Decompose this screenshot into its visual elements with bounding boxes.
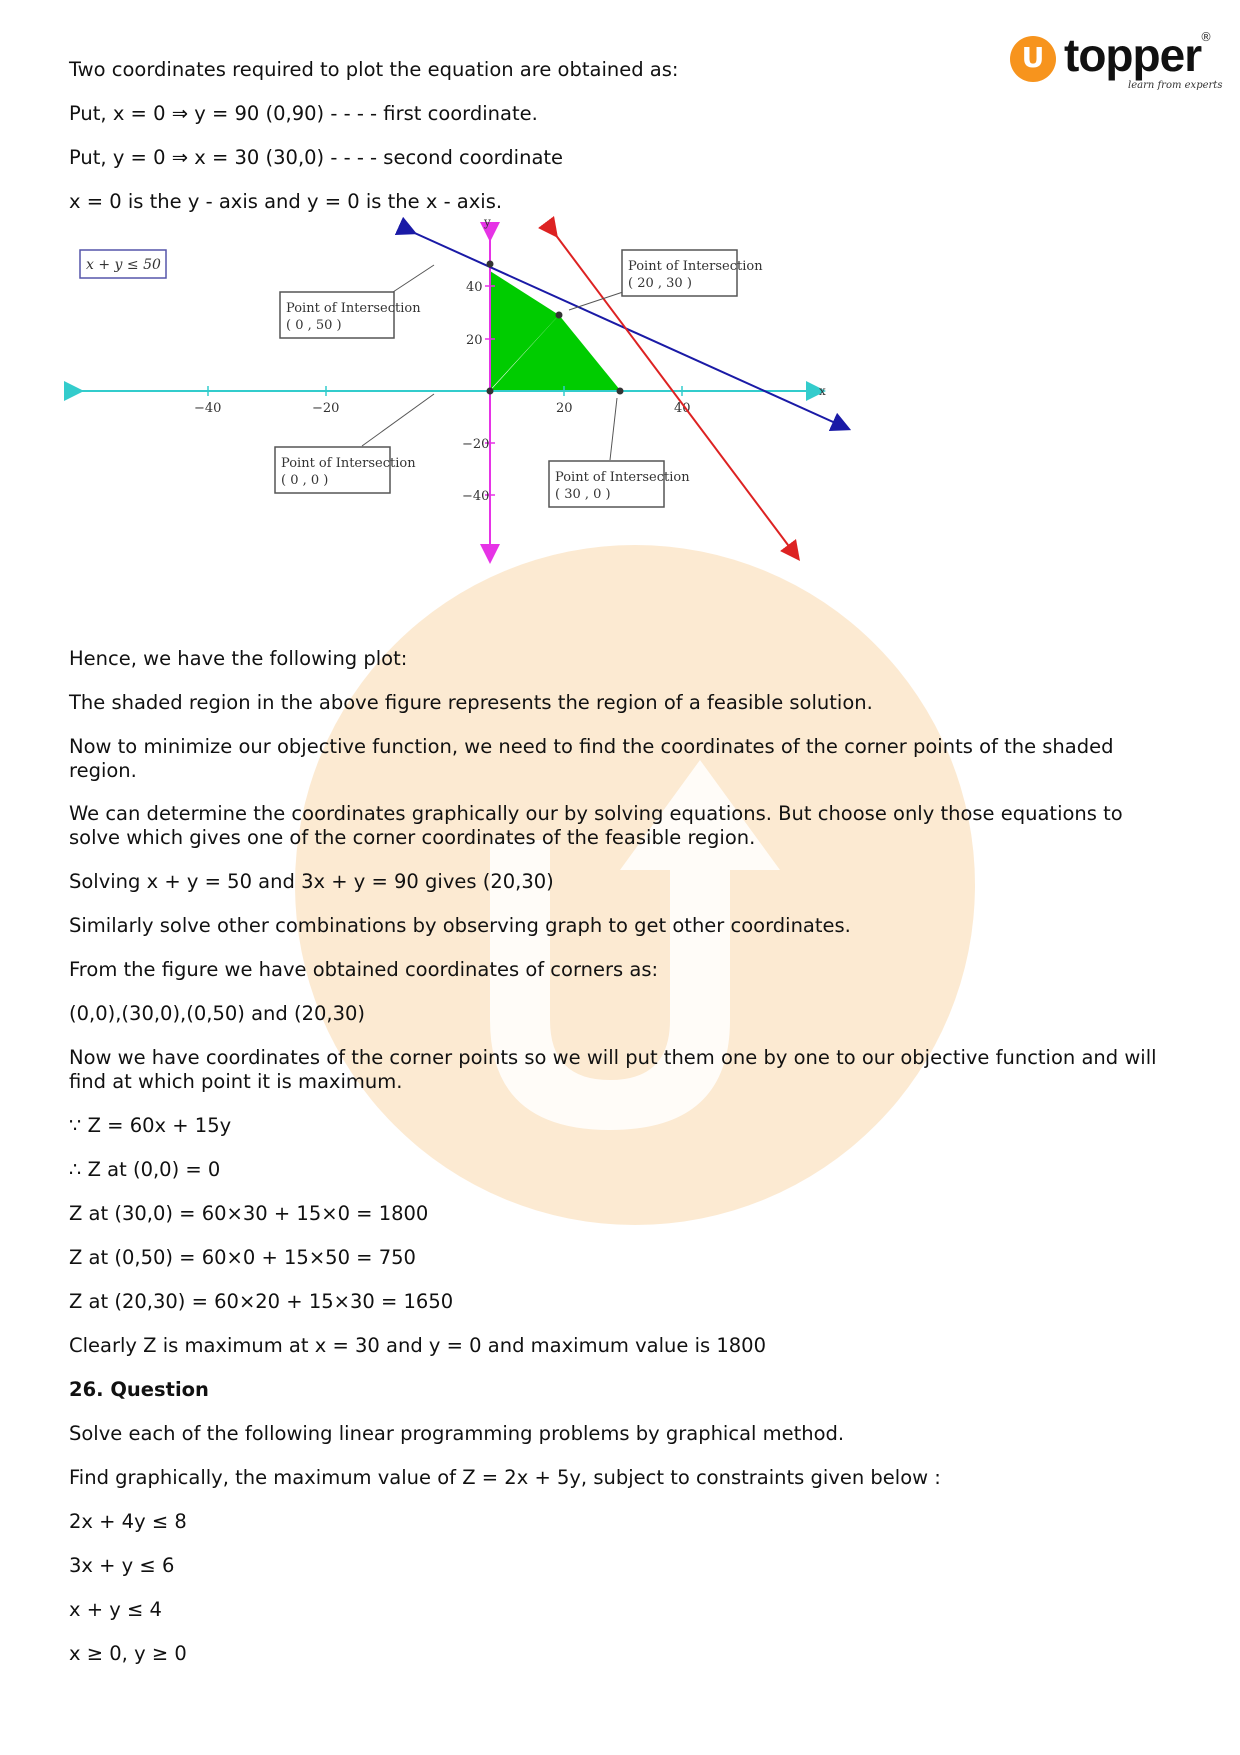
text-line: ∵ Z = 60x + 15y bbox=[69, 1114, 232, 1137]
text-line: x = 0 is the y - axis and y = 0 is the x - axis. bbox=[69, 190, 503, 213]
callout-title: Point of Intersection bbox=[281, 456, 416, 471]
text-line: From the figure we have obtained coordinates of corners as: bbox=[69, 958, 659, 981]
constraint-line: x + y ≤ 4 bbox=[69, 1598, 162, 1621]
text-line: Hence, we have the following plot: bbox=[69, 647, 408, 670]
text-line: The shaded region in the above figure represents the region of a feasible solution. bbox=[69, 691, 873, 714]
text-line: Find graphically, the maximum value of Z = 2x + 5y, subject to constraints given below : bbox=[69, 1466, 941, 1489]
text-line: Similarly solve other combinations by observing graph to get other coordinates. bbox=[69, 914, 851, 937]
callout-coords: ( 0 , 0 ) bbox=[281, 473, 329, 488]
callout-coords: ( 20 , 30 ) bbox=[628, 276, 692, 291]
text-line: Clearly Z is maximum at x = 30 and y = 0 and maximum value is 1800 bbox=[69, 1334, 766, 1357]
legend-label: x + y ≤ 50 bbox=[86, 257, 161, 273]
question-heading: 26. Question bbox=[69, 1378, 209, 1401]
constraint-line: 2x + 4y ≤ 8 bbox=[69, 1510, 187, 1533]
logo-registered-mark: ® bbox=[1200, 30, 1212, 44]
y-tick-label: 20 bbox=[466, 333, 483, 348]
x-tick-label: 40 bbox=[674, 401, 691, 416]
point-0-0 bbox=[487, 388, 494, 395]
y-tick-label: −40 bbox=[462, 489, 490, 504]
text-line: Put, x = 0 ⇒ y = 90 (0,90) - - - - first coordinate. bbox=[69, 102, 538, 125]
text-line: ∴ Z at (0,0) = 0 bbox=[69, 1158, 221, 1181]
callout-title: Point of Intersection bbox=[286, 301, 421, 316]
lpp-graph bbox=[70, 215, 930, 628]
logo-badge-icon: U bbox=[1010, 36, 1056, 82]
point-20-30 bbox=[556, 312, 563, 319]
callout-title: Point of Intersection bbox=[628, 259, 763, 274]
callout-title: Point of Intersection bbox=[555, 470, 690, 485]
text-line: Z at (20,30) = 60×20 + 15×30 = 1650 bbox=[69, 1290, 454, 1313]
callout-coords: ( 30 , 0 ) bbox=[555, 487, 611, 502]
y-tick-label: −20 bbox=[462, 437, 490, 452]
text-paragraph: Now to minimize our objective function, we need to find the coordinates of the corner points of the shaded region. bbox=[69, 735, 1114, 782]
text-line: Put, y = 0 ⇒ x = 30 (30,0) - - - - second coordinate bbox=[69, 146, 564, 169]
text-line: Z at (0,50) = 60×0 + 15×50 = 750 bbox=[69, 1246, 416, 1269]
text-paragraph: We can determine the coordinates graphically our by solving equations. But choose only those equations to solve which gives one of the corner coordinates of the feasible region. bbox=[69, 802, 1123, 849]
constraint-line: x ≥ 0, y ≥ 0 bbox=[69, 1642, 187, 1665]
x-tick-label: −40 bbox=[194, 401, 222, 416]
text-line: (0,0),(30,0),(0,50) and (20,30) bbox=[69, 1002, 366, 1025]
point-30-0 bbox=[617, 388, 624, 395]
topper-logo bbox=[1010, 28, 1223, 96]
logo-name: topper bbox=[1064, 29, 1202, 81]
text-line: Z at (30,0) = 60×30 + 15×0 = 1800 bbox=[69, 1202, 429, 1225]
text-line: Solve each of the following linear programming problems by graphical method. bbox=[69, 1422, 845, 1445]
y-axis-label: y bbox=[484, 215, 491, 229]
x-tick-label: 20 bbox=[556, 401, 573, 416]
x-axis-label: x bbox=[819, 384, 826, 398]
point-0-50 bbox=[487, 261, 494, 268]
constraint-line: 3x + y ≤ 6 bbox=[69, 1554, 175, 1577]
text-line: Two coordinates required to plot the equation are obtained as: bbox=[69, 58, 679, 81]
y-tick-label: 40 bbox=[466, 280, 483, 295]
text-paragraph: Now we have coordinates of the corner points so we will put them one by one to our objective function and will find at which point it is maximum. bbox=[69, 1046, 1157, 1093]
callout-coords: ( 0 , 50 ) bbox=[286, 318, 342, 333]
x-tick-label: −20 bbox=[312, 401, 340, 416]
text-line: Solving x + y = 50 and 3x + y = 90 gives (20,30) bbox=[69, 870, 554, 893]
logo-tagline: learn from experts bbox=[1128, 80, 1223, 91]
